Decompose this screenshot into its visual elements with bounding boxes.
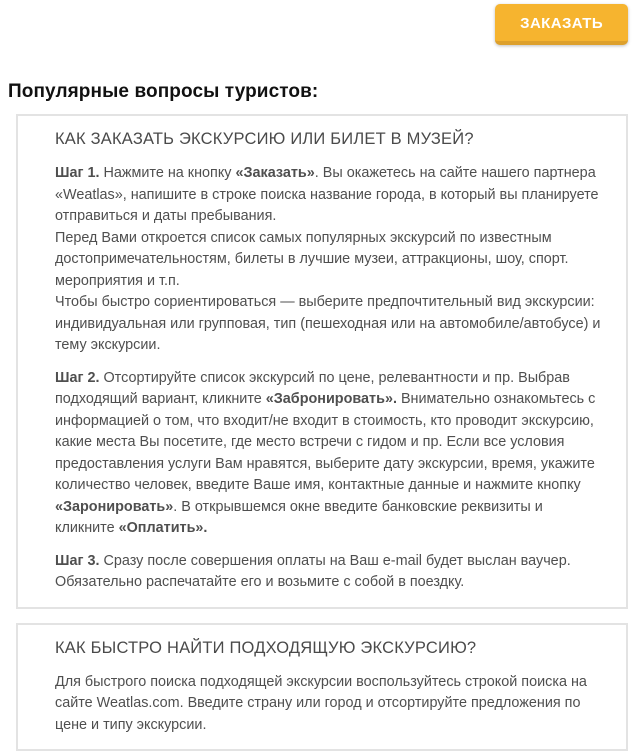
step-2-paragraph (55, 368, 604, 540)
quick-search-paragraph (55, 672, 604, 737)
text-segment: Для быстрого поиска подходящей экскурсии воспользуйтесь строкой поиска на сайте Weatlas.com. Введите страну или город и отсортируйте предложения по цене и типу экскурсии. (55, 674, 587, 733)
page-title: Популярные вопросы туристов: (8, 81, 644, 103)
order-keyword: «Заказать» (236, 165, 315, 181)
step-1-extra-paragraph (55, 228, 604, 293)
top-bar (0, 0, 644, 45)
pay-keyword: «Оплатить». (119, 520, 208, 536)
book-keyword: «Забронировать». (266, 391, 397, 407)
text-segment: . В открывшемся окне введите банковские реквизиты и кликните (55, 499, 543, 537)
faq-card-quick-search (16, 623, 628, 751)
text-segment: Сразу после совершения оплаты на Ваш e-mail будет выслан ваучер. Обязательно распечатайте его и возьмите с собой в поездку. (55, 553, 571, 591)
book-keyword: «Заронировать» (55, 499, 173, 515)
text-segment: Внимательно ознакомьтесь с информацией о том, что входит/не входит в стоимость, кто проводит экскурсию, какие места Вы посетите, где место встречи с гидом и пр. Если все условия предоставления услуги Вам нравятся, выберите дату экскурсии, время, укажите количество человек, введите Ваше имя, контактные данные и нажмите кнопку (55, 391, 595, 493)
text-segment: Чтобы быстро сориентироваться — выберите предпочтительный вид экскурсии: индивидуальная или групповая, тип (пешеходная или на автомобиле/автобусе) и тему экскурсии. (55, 294, 600, 353)
text-segment: Отсортируйте список экскурсий по цене, релевантности и пр. Выбрав подходящий вариант, кликните (55, 370, 570, 408)
step-1-extra-paragraph (55, 292, 604, 357)
text-segment: Нажмите на кнопку (99, 165, 235, 181)
step-3-paragraph (55, 551, 604, 594)
step-3-label: Шаг 3. (55, 553, 99, 569)
step-1-label: Шаг 1. (55, 165, 99, 181)
step-2-label: Шаг 2. (55, 370, 99, 386)
faq-card-title: КАК ЗАКАЗАТЬ ЭКСКУРСИЮ ИЛИ БИЛЕТ В МУЗЕЙ? (55, 129, 604, 150)
text-segment: . Вы окажетесь на сайте нашего партнера «Weatlas», напишите в строке поиска название города, в который вы планируете отправиться и даты пребывания. (55, 165, 599, 224)
faq-card-how-to-order (16, 114, 628, 609)
order-button[interactable]: ЗАКАЗАТЬ (495, 4, 628, 45)
text-segment: Перед Вами откроется список самых популярных экскурсий по известным достопримечательностям, билеты в лучшие музеи, аттракционы, шоу, спорт. мероприятия и т.п. (55, 230, 568, 289)
faq-card-title: КАК БЫСТРО НАЙТИ ПОДХОДЯЩУЮ ЭКСКУРСИЮ? (55, 638, 604, 659)
step-1-paragraph (55, 163, 604, 228)
